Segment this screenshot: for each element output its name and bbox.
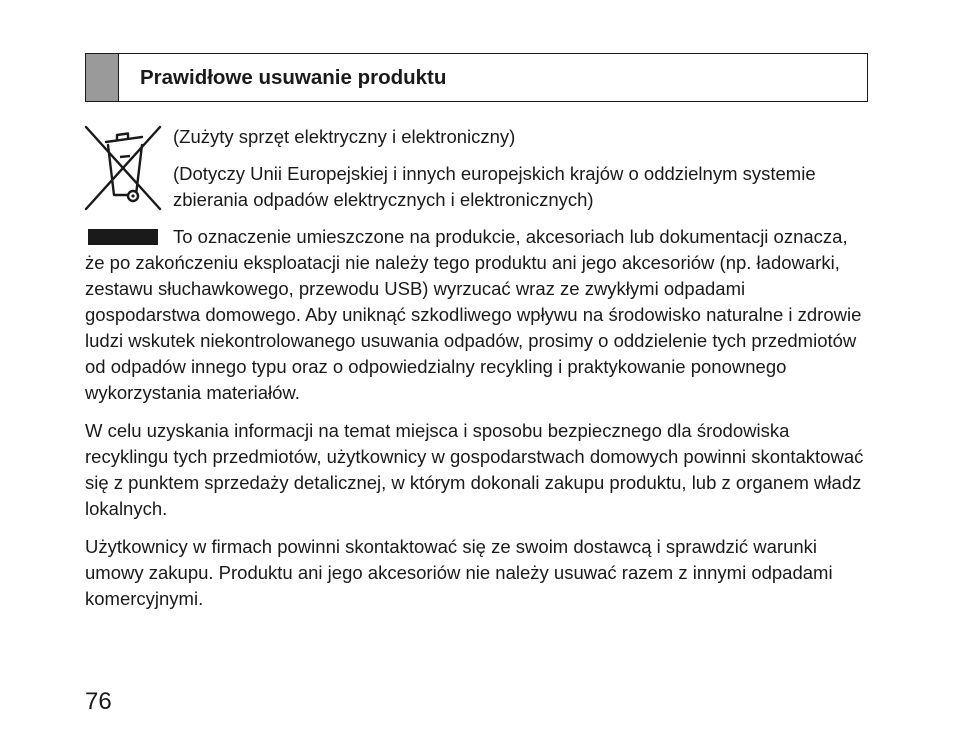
household-users-paragraph: W celu uzyskania informacji na temat miejsca i sposobu bezpiecznego dla środowiska recyklingu tych przedmiotów, użytkownicy w gospodarstwach domowych powinni skontaktować się z punktem sprzedaży detalicznej, w którym dokonali zakupu produktu, lub z organem władz lokalnych. — [85, 420, 864, 519]
eu-applicability-text: (Dotyczy Unii Europejskiej i innych europejskich krajów o oddzielnym systemie zbierania odpadów elektrycznych i elektronicznych) — [173, 163, 816, 210]
crossed-out-wheelie-bin-icon — [84, 125, 162, 212]
disposal-instruction-paragraph — [85, 224, 865, 406]
header-gray-block — [86, 54, 119, 101]
disposal-instruction-text: To oznaczenie umieszczone na produkcie, akcesoriach lub dokumentacji oznacza, że po zakończeniu eksploatacji nie należy tego produktu ani jego akcesoriów (np. ładowarki, zestawu słuchawkowego, przewodu USB) wyrzucać wraz ze zwykłymi odpadami gospodarstwa domowego. Aby uniknąć szkodliwego wpływu na środowisko naturalne i zdrowie ludzi wskutek niekontrolowanego usuwania odpadów, prosimy o oddzielenie tych przedmiotów od odpadów innego typu oraz o odpowiedzialny recykling i praktykowanie ponownego wykorzystania materiałów. — [85, 226, 862, 403]
equipment-type-text: (Zużyty sprzęt elektryczny i elektroniczny) — [173, 126, 516, 147]
page-number: 76 — [85, 688, 112, 715]
section-header — [85, 53, 868, 102]
page-title: Prawidłowe usuwanie produktu — [140, 65, 447, 89]
business-users-paragraph: Użytkownicy w firmach powinni skontaktować się ze swoim dostawcą i sprawdzić warunki umowy zakupu. Produktu ani jego akcesoriów nie należy usuwać razem z innymi odpadami komercyjnymi. — [85, 536, 833, 609]
